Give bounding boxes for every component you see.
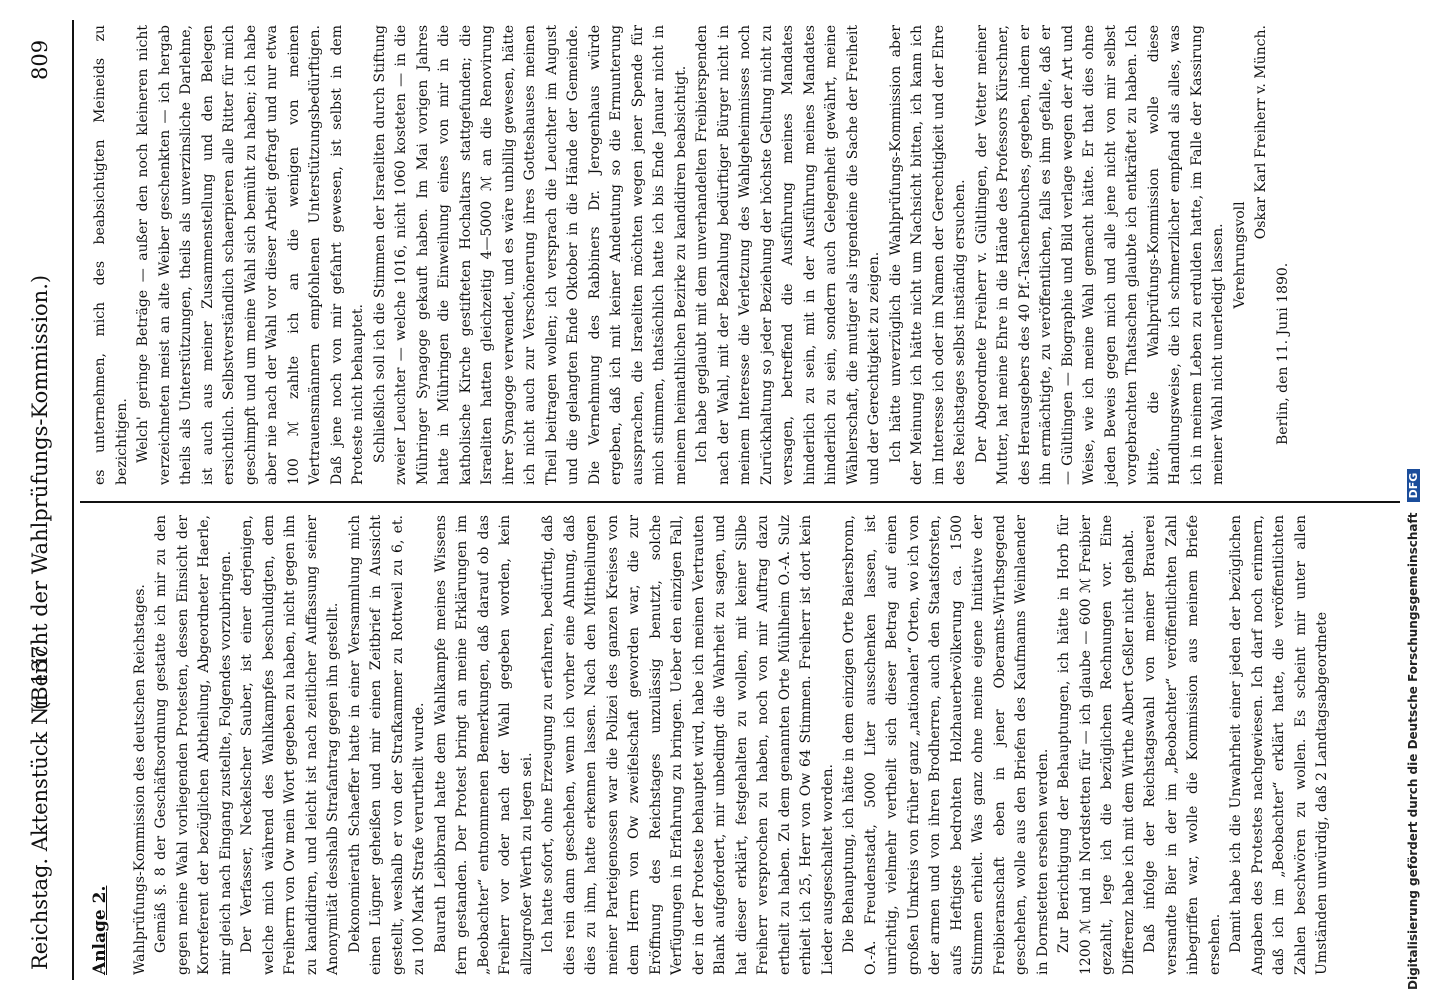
paragraph: Schließlich soll ich die Stimmen der Israeliten durch Stiftung zweier Leuchter — welche 1016, nicht 1060 kosteten — in die Mühringer Synagoge gekauft haben. Im Mai vorigen Jahres hatte in Mühringen die Einweihung eines von mir in die katholische Kirche gestifteten Hochaltars stattgefunden; die Israeliten hatten gleichzeitig 4—5000 ℳ an die Renovirung ihrer Synagoge verwendet, und es wäre unbillig gewesen, hätte ich nicht auch zur Verschönerung ihres Gotteshauses meinen Theil beitragen wollen; ich versprach die Leuchter im August und die gelangten Ende Oktober in die Hände der Gemeinde. Die Vernehmung des Rabbiners Dr. Jerogenhaus würde ergeben, daß ich mit keiner Andeutung so die Ermunterung aussprachen, die Israeliten möchten wegen jener Spende für mich stimmen, thatsächlich hatte ich bis Ende Januar nicht in meinem heimathlichen Bezirke zu kandidiren beabsichtigt. xyxy=(371,25,689,485)
paragraph: Welch' geringe Beträge — außer den noch kleineren nicht verzeichneten meist an alte Weiber geschenkten — ich hergab theils als Unterstützungen, theils als unverzinsliche Darlehne, ist auch aus meiner Zusammenstellung und den Belegen ersichtlich. Selbstverständlich schaerpieren alle Ritter für mich geschimpft und um meine Wahl sich bemüht zu haben; ich habe aber nie nach der Wahl vor dieser Arbeit gefragt und nur etwa 100 ℳ zahlte ich an die wenigen von meinen Vertrauensmännern empfohlenen Unterstützungsbedürftigen. Daß jene noch von mir gefahrt gewesen, ist selbst in dem Proteste nicht behauptet. xyxy=(135,25,366,485)
column-divider xyxy=(80,501,1400,503)
paragraph: Gemäß §. 8 der Geschäftsordnung gestatte ich mir zu den gegen meine Wahl vorliegenden Protesten, dessen Einsicht der Korreferent der bezüglichen Abtheilung, Abgeordneter Haerle, mir gleich nach Eingang zustellte, Folgendes vorzubringen. xyxy=(153,515,234,975)
running-header xyxy=(20,0,80,1000)
header-rule xyxy=(72,20,74,980)
page-number: 809 xyxy=(28,39,52,80)
rotated-document-page xyxy=(20,0,1400,1000)
paragraph: Baurath Leibbrand hatte dem Wahlkampfe meines Wissens fern gestanden. Der Protest bringt an meine Erklärungen im „Beobachter“ entnommenen Bemerkungen, daß darauf ob das Freiherr vor oder nach der Wahl gegeben worden, kein allzugroßer Werth zu legen sei. xyxy=(432,515,535,975)
left-column xyxy=(90,515,1334,975)
digitization-notice xyxy=(1406,10,1420,990)
paragraph: Ich habe geglaubt mit dem unverhandelten Freibierspenden nach der Wahl, mit der Bezahlung bedürftiger Bürger nicht in meinem Interesse die Verletzung des Wahlgeheimnisses noch Zurückhaltung so jeder Beziehung der höchste Geltung nicht zu versagen, betreffend die Ausführung meines Mandates hinderlich zu sein, mit in der Ausführung meines Mandates hinderlich zu sein, sondern auch Gelegenheit gewährt, meine Wählerschaft, die mutiger als irgendeine die Sache der Freiheit und der Gerechtigkeit zu zeigen. xyxy=(694,25,882,485)
signature: Oskar Karl Freiherr v. Münch. xyxy=(1253,25,1269,240)
paragraph: Damit habe ich die Unwahrheit einer jeden der bezüglichen Angaben des Protestes nachgewiesen. Ich darf noch erinnern, daß ich im „Beobachter“ erklärt hatte, die veröffentlichten Zahlen beschwören zu wollen. Es scheint mir unter allen Umständen unwürdig, daß 2 Landtagsabgeordnete xyxy=(1228,515,1330,975)
paragraph: Daß infolge der Reichstagswahl von meiner Brauerei versandte Bier in der im „Beobachter“ veröffentlichten Zahl inbegriffen war, wolle die Kommission aus meinem Briefe ersehen. xyxy=(1142,515,1223,975)
annex-heading: Anlage 2. xyxy=(90,885,110,975)
paragraph: Die Behauptung, ich hätte in dem einzigen Orte Baiersbronn, O.-A. Freudenstadt, 5000 Liter ausschenken lassen, ist unrichtig, vielmehr vertheilt sich dieser Betrag auf einen großen Umkreis von früher ganz „nationalen“ Orten, wo ich von der armen und von ihren Brodherren, auch den Staatsforsten, aufs Heftigste bedrohten Holzhauerbevölkerung ca. 1500 Stimmen erhielt. Was ganz ohne meine eigene Initiative der Freibieranschaft eben in jener Oberamts-Wirthsgegend geschehen, wolle aus den Briefen des Kaufmanns Weinlaender in Dornstetten ersehen werden. xyxy=(841,515,1051,975)
right-column xyxy=(90,25,1294,485)
header-section: (Bericht der Wahlprüfungs-Kommission.) xyxy=(28,274,52,710)
paragraph: Dekonomierath Schaeffer hatte in einer Versammlung mich einen Lügner geheißen und mir einen Zeitbrief in Aussicht gestellt, weshalb er von der Strafkammer zu Rottweil zu 6, et. zu 100 Mark Strafe verurtheilt wurde. xyxy=(346,515,427,975)
dfg-logo-icon: DFG xyxy=(1407,469,1420,503)
header-title: Reichstag. Aktenstück Nr. 137. xyxy=(28,638,52,970)
paragraph: Der Verfasser, Neckelscher Sauber, ist einer derjenigen, welche mich während des Wahlkampfes beschuldigten, dem Freiherrn von Ow mein Wort gegeben zu haben, nicht gegen ihn zu kandidiren, und leicht ist nach zeitlicher Auffassung seiner Anonymität desshalb Strafantrag gegen ihn gestellt. xyxy=(239,515,341,975)
date-line: Berlin, den 11. Juni 1890. xyxy=(1274,262,1291,445)
paragraph: es unternehmen, mich des beabsichtigten Meineids zu bezichtigen. xyxy=(92,25,130,485)
closing-formula: Verehrungsvoll xyxy=(1231,201,1248,309)
paragraph: Ich hätte unverzüglich die Wahlprüfungs-Kommission aber der Meinung ich hätte nicht um Nachsicht bitten, ich kann ich im Interesse ich oder im Namen der Gerechtigkeit und der Ehre des Reichstages selbst inständig ersuchen. xyxy=(887,25,968,485)
paragraph: Ich hatte sofort, ohne Erzeugung zu erfahren, bedürftig, daß dies rein dann geschehen, wenn ich vorher eine Ahnung, daß dies zu ihm, hatte erkennen lassen. Nach den Mittheilungen meiner Parteigenossen war die Polizei des ganzen Kreises von dem Herrn von Ow zweifelschaft geworden war, die zur Eröffnung des Reichstages unzulässig benutzt, solche Verfügungen in Erfahrung zu bringen. Ueber den einzigen Fall, der in der Proteste behauptet wird, habe ich meinen Vertrauten Blank aufgefordert, mir unbedingt die Wahrheit zu sagen, und hat dieser erklärt, festgehalten zu wollen, mit keiner Silbe Freiherr versprochen zu haben, noch von mir Auftrag dazu ertheilt zu haben. Zu dem genannten Orte Mühlheim O.-A. Sulz erhielt ich 25, Herr von Ow 64 Stimmen. Freiherr ist dort kein Lieder ausgeschaltet worden. xyxy=(540,515,836,975)
digitization-text: Digitalisierung gefördert durch die Deutsche Forschungsgemeinschaft xyxy=(1406,512,1420,990)
paragraph: Wahlprüfungs-Kommission des deutschen Reichstages. xyxy=(131,584,148,975)
paragraph: Zur Berichtigung der Behauptungen, ich hätte in Horb für 1200 ℳ und in Nordstetten für — ich glaube — 600 ℳ Freibier gezahlt, lege ich die bezüglichen Rechnungen vor. Eine Differenz habe ich mit dem Wirthe Albert Geßler nicht gehabt. xyxy=(1056,515,1137,975)
paragraph: Der Abgeordnete Freiherr v. Gültlingen, der Vetter meiner Mutter, hat meine Ehre in die Hände des Professors Kürschner, des Herausgebers des 40 Pf.-Taschenbuches, gegeben, indem er ihn ermächtigte, zu veröffentlichen, falls es ihm gefalle, daß er — Gültlingen — Biographie und Bild verlage wegen der Art und Weise, wie ich meine Wahl gemacht hätte. Er that dies ohne jeden Beweis gegen mich und alle jene nicht von mir selbst vorgebrachten Thatsachen glaubte ich entkräftet zu haben. Ich bitte, die Wahlprüfungs-Kommission wolle diese Handlungsweise, die ich schmerzlicher empfand als alles, was ich in meinem Leben zu erdulden hatte, im Falle der Kassirung meiner Wahl nicht unerledigt lassen. xyxy=(973,25,1226,485)
